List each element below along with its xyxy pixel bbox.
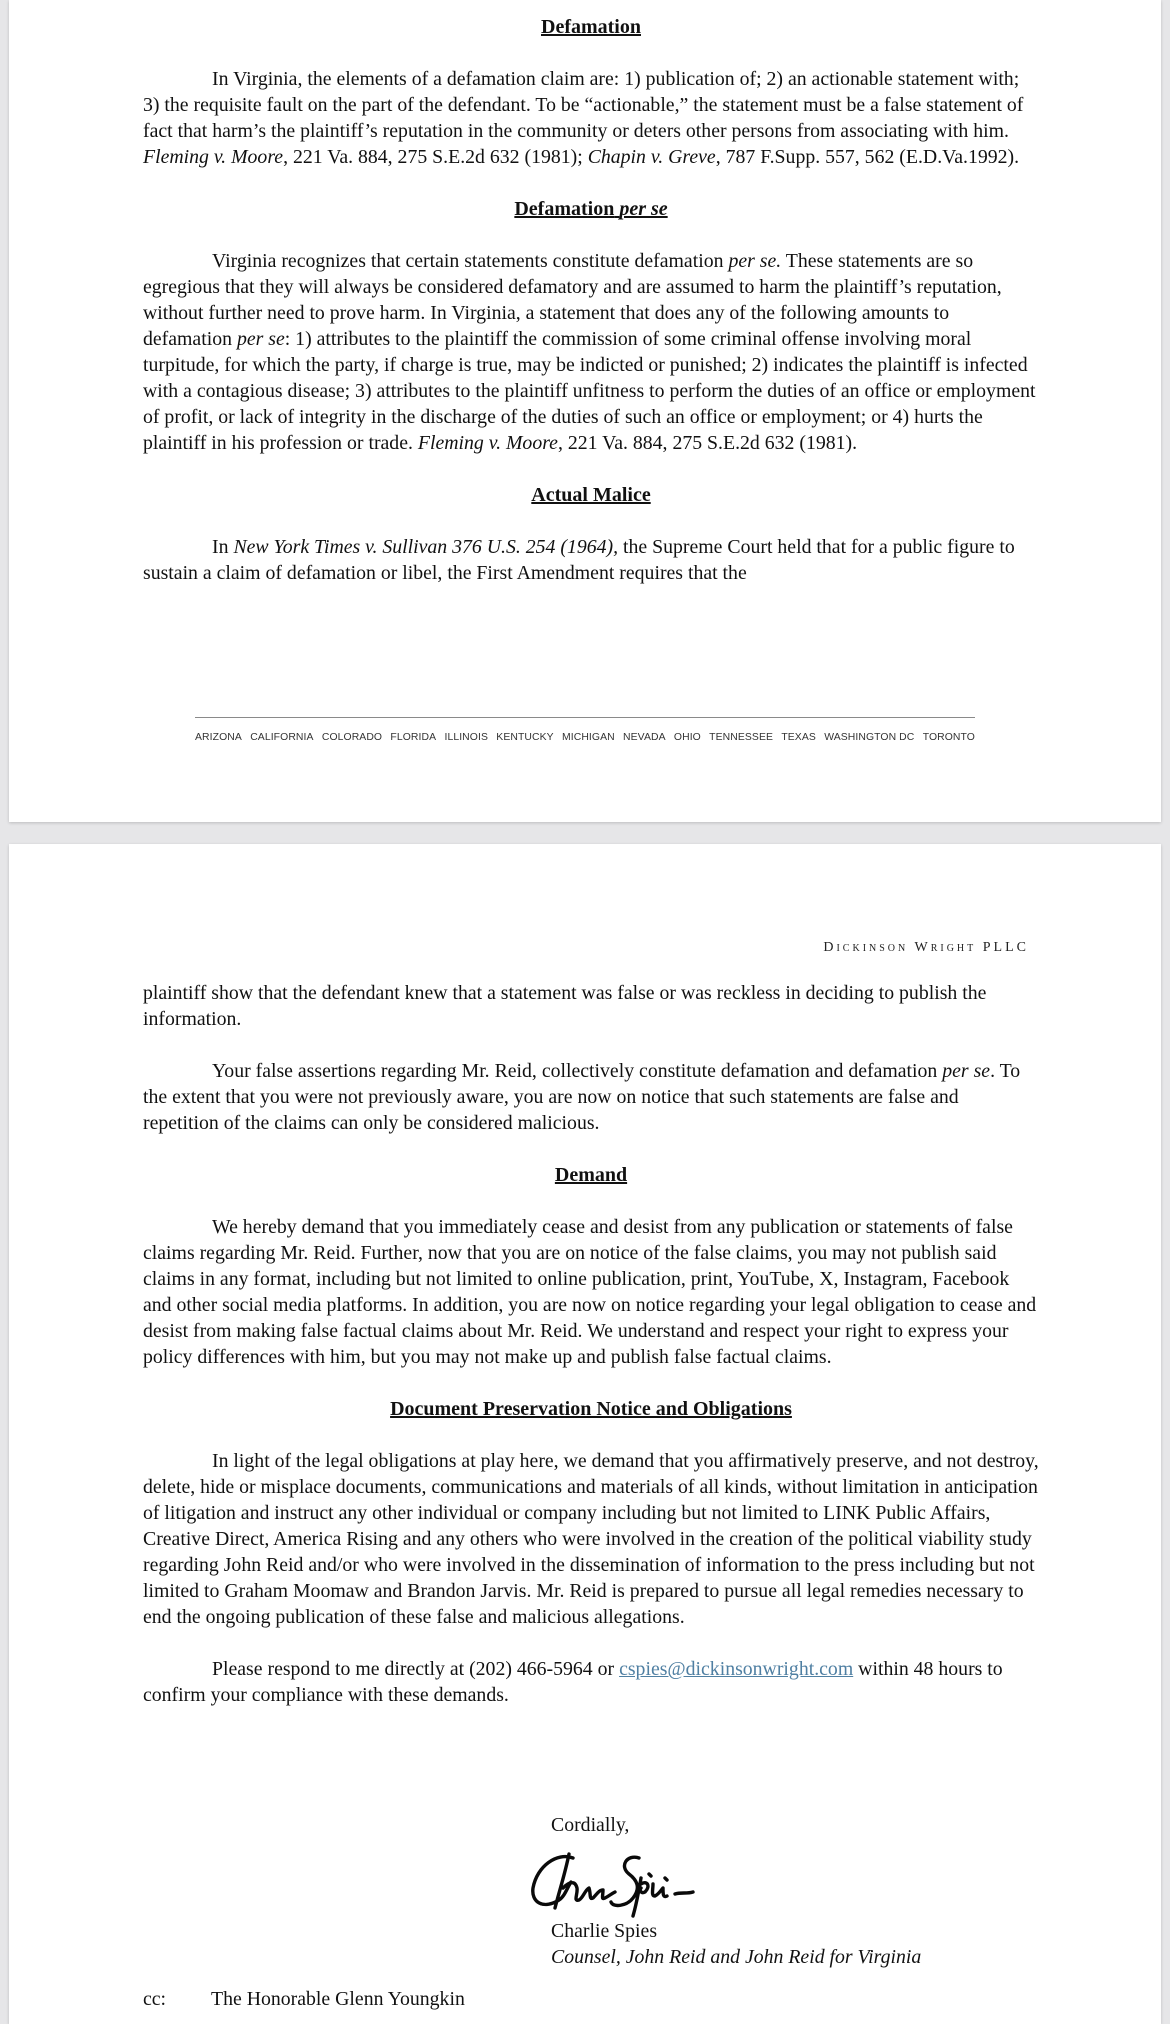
case-name: New York Times v. Sullivan 376 U.S. 254 (1964),	[233, 536, 619, 558]
paragraph-demand: We hereby demand that you immediately cease and desist from any publication or statements of false claims regarding Mr. Reid. Further, now that you are on notice of the false claims, you may not publish said claims in any format, including but not limited to online publication, print, YouTube, X, Instagram, Facebook and other social media platforms. In addition, you are now on notice regarding your legal obligation to cease and desist from making false factual claims about Mr. Reid. We understand and respect your right to express your policy differences with him, but you may not make up and publish false factual claims.	[143, 1216, 1037, 1368]
footer-city: KENTUCKY	[496, 732, 554, 743]
italic-text: per se	[236, 328, 285, 350]
firm-header: Dickinson Wright PLLC	[823, 940, 1029, 955]
paragraph-assertions	[143, 1058, 1039, 1136]
signature-block	[551, 1812, 921, 1970]
footer-divider	[195, 717, 975, 718]
signer-title: Counsel, John Reid and John Reid for Virginia	[551, 1946, 922, 1968]
signer-name: Charlie Spies	[551, 1920, 658, 1942]
page-1-body	[143, 14, 1039, 586]
footer-city: TEXAS	[781, 732, 816, 743]
case-name: Fleming v. Moore	[417, 432, 558, 454]
case-name: Chapin v. Greve	[587, 146, 716, 168]
paragraph-text: These statements are so egregious that they will always be considered defamatory and are assumed to harm the plaintiff’s reputation, without further need to prove harm. In Virginia, a statement that does any of the following amounts to defamation	[143, 250, 1002, 350]
heading-document-preservation: Document Preservation Notice and Obligations	[390, 1398, 792, 1420]
italic-text: per se	[942, 1060, 991, 1082]
paragraph-text: the Supreme Court held that for a public figure to sustain a claim of defamation or libel, the First Amendment requires that the	[143, 536, 1015, 584]
citation: , 221 Va. 884, 275 S.E.2d 632 (1981);	[283, 146, 583, 168]
paragraph-actual-malice	[143, 534, 1039, 586]
paragraph-text: Please respond to me directly at (202) 466-5964 or	[212, 1658, 615, 1680]
footer-city: FLORIDA	[390, 732, 437, 743]
cc-line	[143, 1986, 1039, 2012]
footer-city: MICHIGAN	[561, 732, 615, 743]
paragraph-respond	[143, 1656, 1039, 1708]
footer-city: ILLINOIS	[444, 732, 488, 743]
handwritten-signature	[529, 1844, 729, 1918]
letter-page-1	[9, 0, 1161, 822]
heading-defamation: Defamation	[541, 16, 641, 38]
cc-name: The Honorable Glenn Youngkin	[211, 1988, 465, 2010]
footer-city: OHIO	[673, 732, 701, 743]
footer-city: WASHINGTON DC	[824, 732, 915, 743]
paragraph-defamation-elements	[143, 66, 1039, 170]
footer-city: NEVADA	[623, 732, 666, 743]
heading-italic: per se	[619, 198, 668, 220]
citation: , 221 Va. 884, 275 S.E.2d 632 (1981).	[557, 432, 858, 454]
heading-text: Defamation	[514, 198, 615, 220]
email-link[interactable]: cspies@dickinsonwright.com	[619, 1658, 854, 1680]
heading-defamation-per-se	[143, 196, 1039, 222]
paragraph-continuation: plaintiff show that the defendant knew that a statement was false or was reckless in deciding to publish the information.	[143, 982, 987, 1030]
paragraph-text: Your false assertions regarding Mr. Reid, collectively constitute defamation and defamation	[212, 1060, 938, 1082]
page-2-body	[143, 980, 1039, 1708]
paragraph-text: Virginia recognizes that certain statements constitute defamation	[212, 250, 724, 272]
paragraph-per-se	[143, 248, 1039, 456]
paragraph-text: . To the extent that you were not previously aware, you are now on notice that such statements are false and repetition of the claims can only be considered malicious.	[143, 1060, 1021, 1134]
citation: , 787 F.Supp. 557, 562 (E.D.Va.1992).	[715, 146, 1020, 168]
footer-city: TORONTO	[922, 732, 975, 743]
paragraph-text: In Virginia, the elements of a defamation claim are: 1) publication of; 2) an actionable statement with; 3) the requisite fault on the part of the defendant. To be “actionable,” the statement must be a false statement of fact that harm’s the plaintiff’s reputation in the community or deters other persons from associating with him.	[143, 68, 1024, 142]
case-name: Fleming v. Moore	[143, 146, 284, 168]
paragraph-text: : 1) attributes to the plaintiff the commission of some criminal offense involving moral turpitude, for which the party, if charge is true, may be indicted or punished; 2) indicates the plaintiff is infected with a contagious disease; 3) attributes to the plaintiff unfitness to perform the duties of an office or employment of profit, or lack of integrity in the discharge of the duties of such an office or employment; or 4) hurts the plaintiff in his profession or trade.	[143, 328, 1036, 454]
heading-demand: Demand	[554, 1164, 628, 1186]
paragraph-text: within 48 hours to confirm your compliance with these demands.	[143, 1658, 1003, 1706]
heading-actual-malice: Actual Malice	[531, 484, 651, 506]
footer-city: COLORADO	[321, 732, 383, 743]
paragraph-text: In	[212, 536, 229, 558]
closing: Cordially,	[551, 1814, 630, 1836]
paragraph-preservation: In light of the legal obligations at play here, we demand that you affirmatively preserve, and not destroy, delete, hide or misplace documents, communications and materials of all kinds, without limitation in anticipation of litigation and instruct any other individual or company including but not limited to LINK Public Affairs, Creative Direct, America Rising and any others who were involved in the creation of the political viability study regarding John Reid and/or who were involved in the dissemination of information to the press including but not limited to Graham Moomaw and Brandon Jarvis. Mr. Reid is prepared to pursue all legal remedies necessary to end the ongoing publication of these false and malicious allegations.	[143, 1450, 1039, 1628]
footer-city: CALIFORNIA	[250, 732, 314, 743]
footer-city: TENNESSEE	[709, 732, 774, 743]
footer-office-locations	[195, 732, 975, 743]
footer-city: ARIZONA	[195, 732, 242, 743]
italic-text: per se.	[728, 250, 782, 272]
cc-label: cc:	[143, 1988, 167, 2010]
letter-page-2	[9, 844, 1161, 2024]
